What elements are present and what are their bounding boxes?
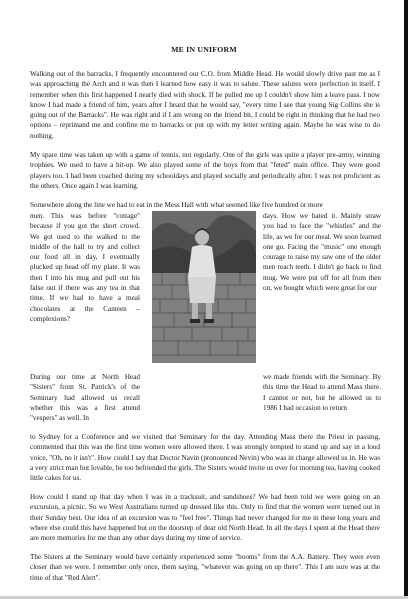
- paragraph-excursion: How could I stand up that day when I was in a tracksuit, and sandshoes? We had been told we were going on an excursion, a picnic. So we West Australians turned up dressed like this. Only to find that the women were turned out in their Sunday best. Our idea of an excursion was to "feel free". Things had never changed for me in these long years and where else could this have happened but on the doorstep of dear old North Head. In all the days I spent at the Head there are more memories for me than any other days during my time of service.: [30, 493, 380, 543]
- photo-image: [152, 211, 256, 363]
- paragraph-mess-hall-right: days. How we hated it. Mainly straw you had to face the "whistles" and the life, as we for our meal. We soon learned one go. Facing the "music" one enough courage to raise my saw one of the older men reach teeth. I didn't go back to find mug. We were put off for all from then on, we bought which were great for our: [263, 212, 381, 293]
- page-title: ME IN UNIFORM: [171, 45, 237, 54]
- paragraph-seminary-cont: to Sydney for a Conference and we visited that Seminary for the day. Attending Mass there the Priest in passing, commented that this was the first time women were allowed there. I was strongly tempted to stand up and say in a loud voice, "Oh, no it isn't". How could I say that Doctor Navin (pronounced Nevin) who was in charge allowed us in. He was a very strict man but lovable, he too befriended the girls. The Sisters would invite us over for morning tea, having cooked little cakes for us.: [30, 433, 380, 483]
- paragraph-seminary-left: During our time at North Head "Sisters" from St. Patrick's of the Seminary had allowed us recall whether this was a first attend "vespers" as well. In: [30, 373, 140, 423]
- paragraph-battery: The Sisters at the Seminary would have certainly experienced some "booms" from the A.A. Battery. They were even closer than we were. I remember only once, them saying, "whatever was going on up there". This I am sure was at the time of that "Red Alert".: [30, 553, 380, 582]
- uniform-photo: [152, 211, 256, 363]
- paragraph-seminary-right: we made friends with the Seminary. By this time the Head to attend Mass there. I cannot or not, but he allowed us to 1986 I had occasion to return: [263, 373, 381, 412]
- paragraph-mess-hall-intro: Somewhere along the line we had to eat in the Mess Hall with what seemed like five hundred or more: [30, 201, 323, 209]
- paragraph-mess-hall-left: men. This was before "cottage" because if you got the short crowd. We got used to the walked to the middle of the hall to try and collect our food all in day, I eventually plucked up head off my plate. It was then I into his mug and pull out his false out if there was any tea in that time. If we had to have a meal chocolates at the Canteen – complexions?: [30, 212, 140, 323]
- paragraph-barracks: Walking out of the barracks, I frequently encountered our C.O. from Middle Head. He would slowly drive past me as I was approaching the Arch and it was then I learned how easy it was to salute. These salutes were perfection in itself. I remember when this first happened I nearly died with shock. If he pulled me up I couldn't show him a leave pass. I now know I had made a friend of him, years after I heard that he would say, "every time I see that young Sig Collins she is going out of the Barracks". He was right and if I am wrong on the friend bit, I could be right in thinking that he had two options – reprimand me and confine me to barracks or put up with my letter writing again. Maybe he was wise to do nothing.: [30, 70, 380, 140]
- paragraph-tennis: My spare time was taken up with a game of tennis, not regularly. One of the girls was quite a player pre-army, winning trophies. We used to have a hit-up. We also played some of the boys from that "feted" main office. They were good players too. I had been coached during my schooldays and played socially and periodically after. I was not proficient as the others. Once again I was learning.: [30, 151, 380, 190]
- scan-edge-right: [404, 0, 408, 599]
